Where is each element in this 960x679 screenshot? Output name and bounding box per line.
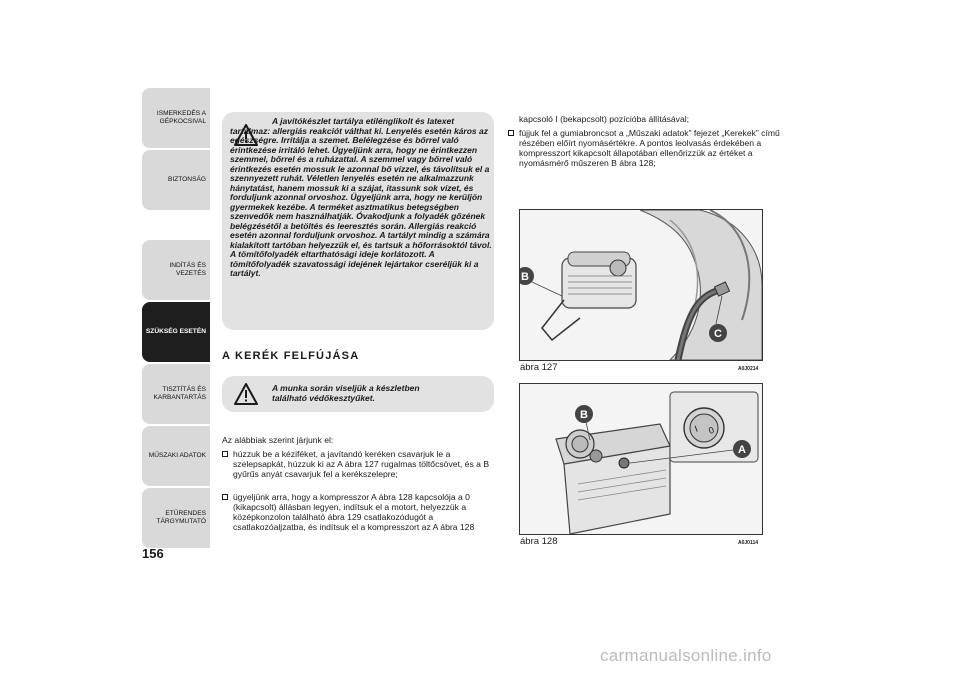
tab-label: ETŰRENDES TÁRGYMUTATÓ bbox=[156, 510, 206, 525]
switch-mark-on: I bbox=[693, 423, 700, 434]
compressor-switch-illustration bbox=[520, 384, 762, 534]
tab-inditas[interactable] bbox=[142, 240, 210, 300]
section-title: A KERÉK FELFÚJÁSA bbox=[222, 350, 360, 362]
warning-text: A javítókészlet tartálya etilénglikolt és latexet tartalmaz: allergiás reakciót válthat ki. Lenyelés esetén káros az egészségre. Irritálja a szemet. Belélegzése és bőrrel való érintkezése irritáló lehet. Ügyeljünk arra, hogy ne érintkezzen szemmel, bőrrel és a ruházattal. A szemmel vagy bőrrel való érintkezés esetén mossuk le azonnal bő vízzel, és távolítsuk el a szennyezett ruhát. Véletlen lenyelés esetén ne alkalmazzunk hánytatást, hanem mossuk ki a szájat, itassunk sok vizet, és forduljunk azonnal orvoshoz. Ügyeljünk arra, hogy ne kerüljön gyermekek kezébe. A terméket asztmatikus betegségben szenvedők nem használhatják. Óvakodjunk a folyadék gőzének belégzésétől a betöltés és leeresztés során. Allergiás reakció esetén azonnal forduljunk orvoshoz. A tartályt mindig a számára kialakított tartóban helyezzük el, és tartsuk a hőforrásoktól távol. A tömítőfolyadék eltarthatósági ideje korlátozott. A tömítőfolyadék szavatossági idejének lejártakor cseréljük ki a tartályt. bbox=[230, 116, 492, 278]
switch-mark-off: 0 bbox=[707, 424, 716, 436]
watermark: carmanualsonline.info bbox=[600, 646, 772, 665]
tab-szukseg-eseten[interactable] bbox=[142, 302, 210, 362]
step-text: húzzuk be a kéziféket, a javítandó keréken csavarjuk le a szelepsapkát, húzzuk ki az A ábra 127 rugalmas töltőcsövet, és a B gyűrűs anyát csavarjuk fel a kerékszelepre; bbox=[233, 449, 490, 479]
tab-targymutato[interactable] bbox=[142, 488, 210, 548]
tab-label: BIZTONSÁG bbox=[168, 176, 206, 183]
warning-triangle-icon bbox=[234, 383, 258, 405]
intro-text: Az alábbiak szerint járjunk el: bbox=[222, 435, 334, 445]
checkbox-bullet-icon bbox=[508, 130, 514, 136]
callout-b: B bbox=[580, 409, 588, 421]
callout-c: C bbox=[714, 328, 722, 340]
tab-label: INDÍTÁS ÉS VEZETÉS bbox=[169, 262, 206, 277]
warning-box-gloves bbox=[222, 376, 494, 412]
checkbox-bullet-icon bbox=[222, 451, 228, 457]
callout-a: A bbox=[738, 444, 746, 456]
page-number: 156 bbox=[142, 546, 164, 561]
tab-biztonsag[interactable] bbox=[142, 150, 210, 210]
step-text: fújjuk fel a gumiabroncsot a „Műszaki adatok” fejezet „Kerekek” című részében előírt nyomásértékre. A pontos leolvasás érdekében a kompresszort kikapcsolt állapotában ellenőrizzük az értéket a nyomásmérő műszeren B ábra 128; bbox=[519, 128, 780, 168]
figure-127-image bbox=[519, 209, 763, 361]
tab-muszaki-adatok[interactable] bbox=[142, 426, 210, 486]
warning-text: A munka során viseljük a készletben található védőkesztyűket. bbox=[272, 383, 420, 403]
figure-128-code: A0J0114 bbox=[738, 540, 759, 546]
tab-tisztitas[interactable] bbox=[142, 364, 210, 424]
warning-box-chemical bbox=[222, 112, 494, 330]
checkbox-bullet-icon bbox=[222, 494, 228, 500]
step-text: ügyeljünk arra, hogy a kompresszor A ábra 128 kapcsolója a 0 (kikapcsolt) állásban legyen, indítsuk el a motort, helyezzük a középkonzolon található ábra 129 csatlakozódugót a csatlakozóaljzatba, és indítsuk el a kompresszort az A ábra 128 bbox=[233, 492, 475, 532]
tab-label: ISMERKEDÉS A GÉPKOCSIVAL bbox=[156, 110, 206, 125]
figure-127-code: A0J0214 bbox=[738, 366, 759, 372]
tab-label: SZÜKSÉG ESETÉN bbox=[145, 328, 206, 335]
tab-label: TISZTÍTÁS ÉS KARBANTARTÁS bbox=[153, 386, 206, 401]
tab-ismerkedes[interactable] bbox=[142, 88, 210, 148]
tab-label: MŰSZAKI ADATOK bbox=[148, 452, 206, 459]
figure-127-caption: ábra 127 bbox=[520, 362, 558, 373]
compressor-hose-illustration bbox=[520, 210, 762, 360]
callout-b: B bbox=[521, 271, 529, 283]
step-2-continuation: kapcsoló I (bekapcsolt) pozícióba állításával; bbox=[519, 114, 690, 124]
figure-128-caption: ábra 128 bbox=[520, 536, 558, 547]
figure-128-image bbox=[519, 383, 763, 535]
